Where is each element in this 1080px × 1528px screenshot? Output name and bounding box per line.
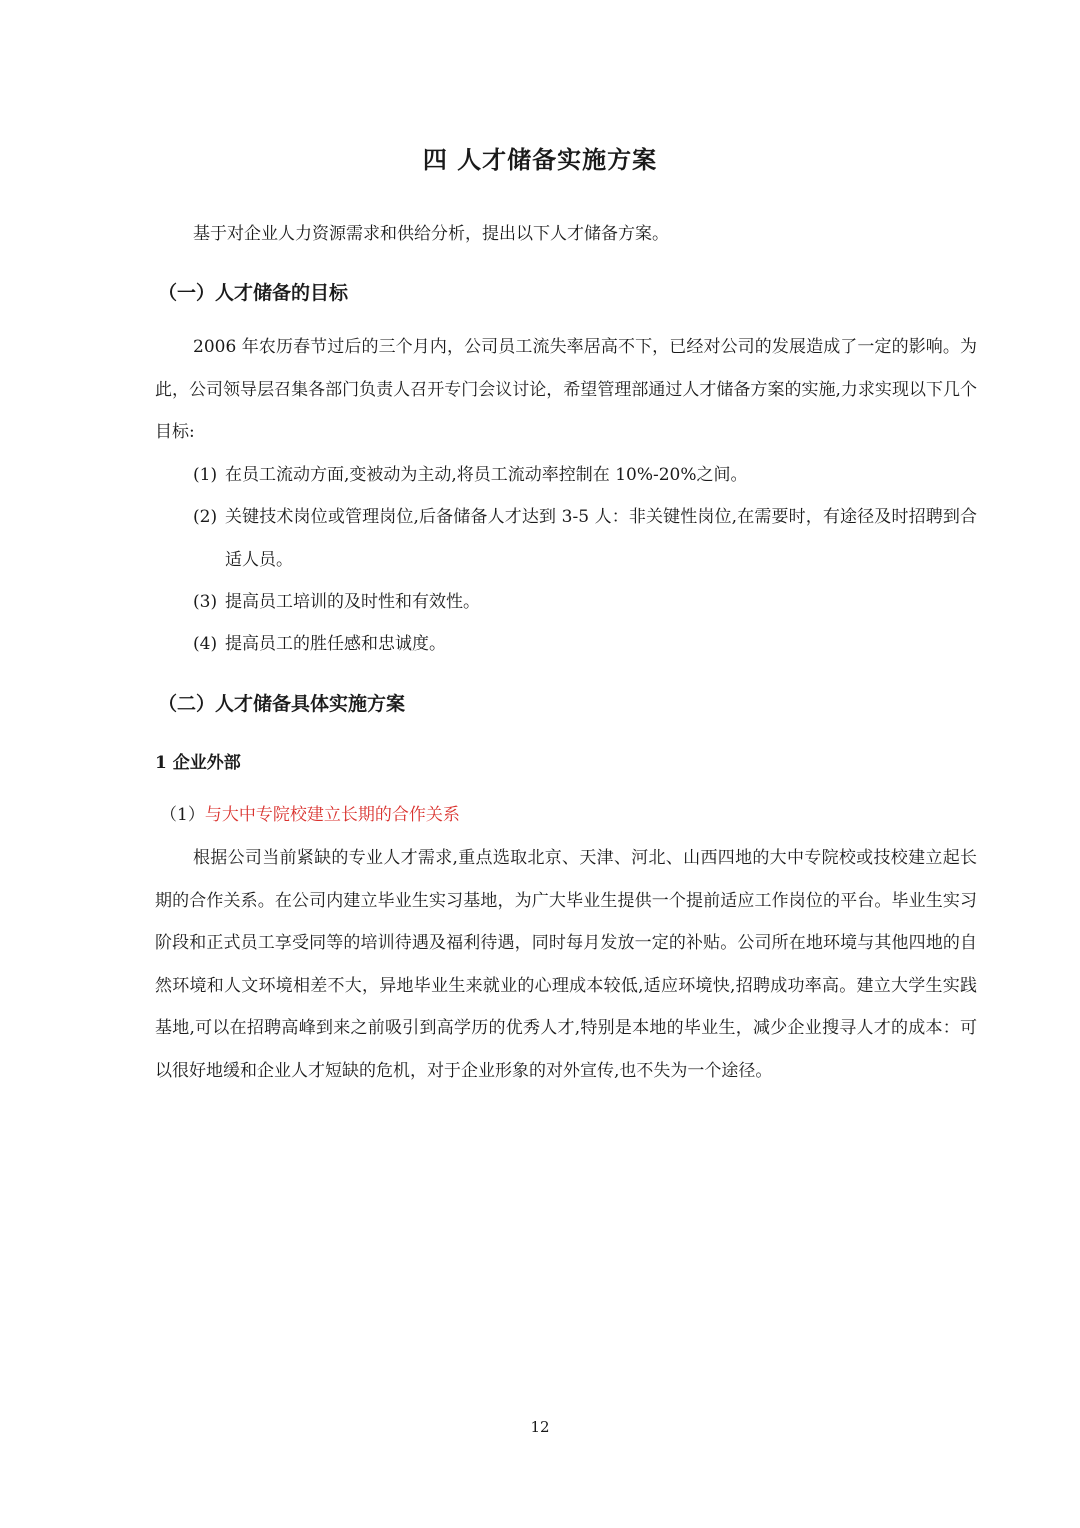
goal-text: 关键技术岗位或管理岗位,后备储备人才达到 3-5 人：非关键性岗位,在需要时，有途径及时招聘到合适人员。 [225, 507, 977, 570]
page-title: 四 人才储备实施方案 [422, 145, 658, 174]
goal-number: (1) [193, 465, 218, 485]
goal-number: (3) [193, 592, 218, 612]
section-1-paragraph: 2006 年农历春节过后的三个月内，公司员工流失率居高不下，已经对公司的发展造成了一定的影响。为此，公司领导层召集各部门负责人召开专门会议讨论，希望管理部通过人才储备方案的实施,力求实现以下几个目标: [155, 337, 977, 442]
section-2-heading: （二）人才储备具体实施方案 [158, 693, 406, 715]
item-1-heading [160, 803, 460, 827]
item-1-title: 与大中专院校建立长期的合作关系 [204, 805, 460, 825]
goal-text: 提高员工培训的及时性和有效性。 [225, 592, 480, 612]
goal-item-4 [193, 623, 977, 666]
goal-item-3 [193, 581, 977, 624]
intro-text: 基于对企业人力资源需求和供给分析，提出以下人才储备方案。 [193, 224, 669, 244]
goal-item-2 [193, 496, 977, 581]
goal-text: 在员工流动方面,变被动为主动,将员工流动率控制在 10%-20%之间。 [225, 465, 748, 485]
item-1-number: （1） [160, 805, 205, 825]
goal-text: 提高员工的胜任感和忠诚度。 [225, 634, 446, 654]
goal-number: (4) [193, 634, 218, 654]
item-1-paragraph: 根据公司当前紧缺的专业人才需求,重点选取北京、天津、河北、山西四地的大中专院校或技校建立起长期的合作关系。在公司内建立毕业生实习基地，为广大毕业生提供一个提前适应工作岗位的平台。毕业生实习阶段和正式员工享受同等的培训待遇及福利待遇，同时每月发放一定的补贴。公司所在地环境与其他四地的自然环境和人文环境相差不大，异地毕业生来就业的心理成本较低,适应环境快,招聘成功率高。建立大学生实践基地,可以在招聘高峰到来之前吸引到高学历的优秀人才,特别是本地的毕业生，减少企业搜寻人才的成本：可以很好地缓和企业人才短缺的危机，对于企业形象的对外宣传,也不失为一个途径。 [155, 848, 977, 1081]
section-1-heading: （一）人才储备的目标 [158, 282, 349, 304]
goal-item-1 [193, 454, 977, 497]
goal-number: (2) [193, 507, 218, 527]
page-number: 12 [530, 1418, 550, 1436]
subsection-1-heading: 1 企业外部 [155, 753, 241, 773]
